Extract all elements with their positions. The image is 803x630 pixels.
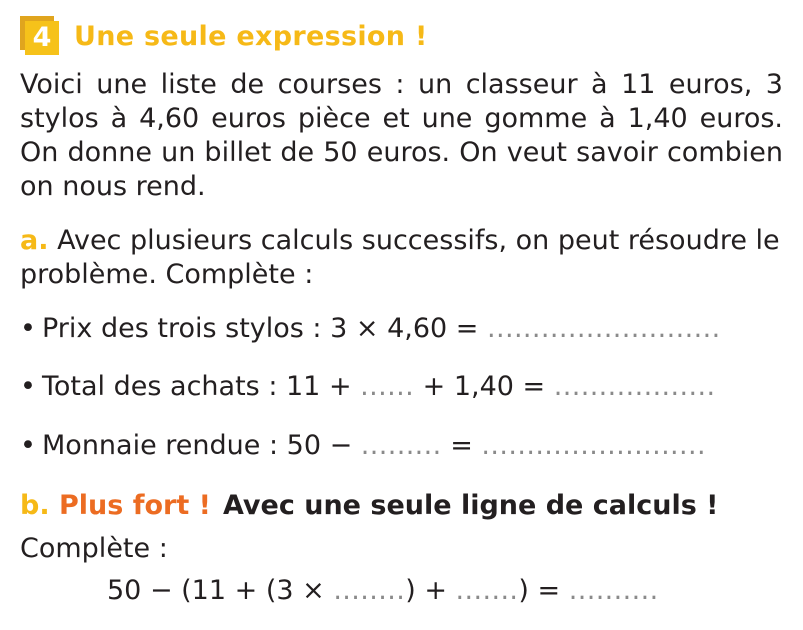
expr-mid: ) + (405, 575, 456, 606)
part-b-highlight: Plus fort ! (59, 490, 211, 521)
part-b-expression (107, 574, 659, 608)
expr-mid: ) = (518, 575, 569, 606)
bullet-symbol: • (20, 430, 36, 461)
exercise-intro: Voici une liste de courses : un classeur à 11 euros, 3 stylos à 4,60 euros pièce et une gomme à 1,40 euros. On donne un billet de 50 euros. On veut savoir combien on nous rend. (20, 69, 783, 202)
bullet-stylos (20, 312, 783, 346)
answer-blank[interactable]: ......... (360, 430, 442, 461)
answer-blank[interactable]: ....... (455, 575, 519, 606)
part-a (20, 224, 783, 292)
bullet-monnaie (20, 429, 783, 463)
expr-start: 50 − (11 + (3 × (107, 575, 334, 606)
part-b-label: b. (20, 490, 50, 521)
answer-blank[interactable]: ...... (360, 371, 415, 402)
bullet-text: Monnaie rendue : 50 − (42, 430, 361, 461)
exercise-header (20, 14, 428, 58)
bullet-text: Prix des trois stylos : 3 × 4,60 = (42, 313, 487, 344)
part-a-label: a. (20, 225, 49, 256)
bullet-text: Total des achats : 11 + (42, 371, 361, 402)
bullet-total (20, 370, 783, 404)
part-b-complete: Complète : (20, 533, 168, 564)
exercise-number-badge (20, 16, 60, 56)
part-a-text: Avec plusieurs calculs successifs, on peut résoudre le problème. Complète : (20, 225, 780, 290)
bullet-symbol: • (20, 313, 36, 344)
bullet-text-middle: = (441, 430, 482, 461)
part-b-heading (20, 489, 719, 523)
answer-blank[interactable]: .......... (568, 575, 659, 606)
bullet-symbol: • (20, 371, 36, 402)
bullet-text-middle: + 1,40 = (414, 371, 554, 402)
answer-blank[interactable]: ......................... (481, 430, 706, 461)
part-b-instruction: Avec une seule ligne de calculs ! (222, 490, 719, 521)
exercise-title: Une seule expression ! (74, 20, 428, 52)
answer-blank[interactable]: .................. (553, 371, 716, 402)
exercise-number: 4 (25, 21, 59, 55)
answer-blank[interactable]: ........ (333, 575, 406, 606)
answer-blank[interactable]: .......................... (487, 313, 721, 344)
